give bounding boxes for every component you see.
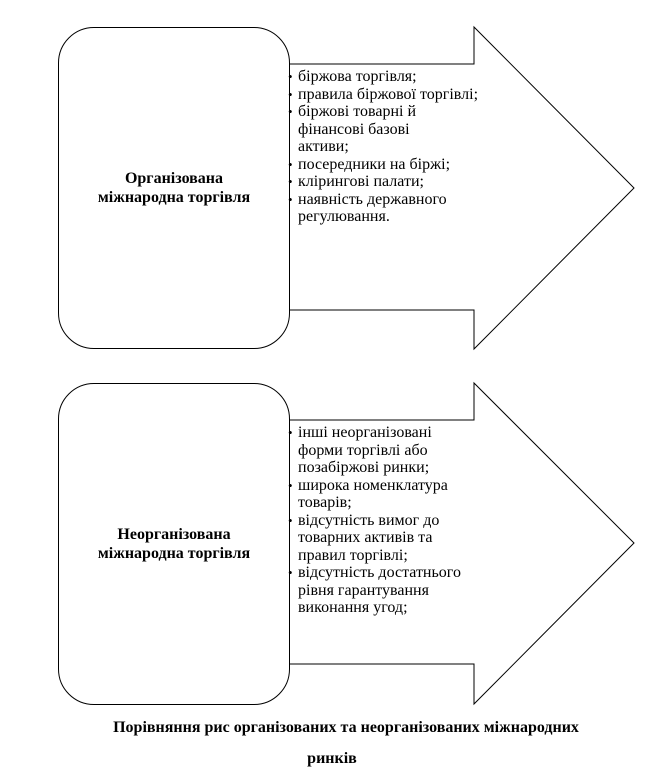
organized-trade-title-line-1: Організована [124,170,224,187]
unorganized-trade-box [58,383,290,705]
list-item: • наявність державного регулювання. [288,191,473,226]
organized-trade-title [98,169,250,207]
list-item: • біржові товарні й фінансові базові активи; [288,103,463,156]
organized-trade-title-line-2: міжнародна торгівля [97,189,251,206]
unorganized-trade-title-line-1: Неорганізована [117,526,231,543]
organized-trade-box [58,27,290,349]
list-item: • посередники на біржі; [288,156,528,174]
organized-trade-features-list [288,68,528,226]
list-item: • інші неорганізовані форми торгівлі або позабіржові ринки; [288,424,463,477]
unorganized-trade-features-list [288,424,478,617]
list-item: • відсутність вимог до товарних активів та правил торгівлі; [288,512,470,565]
unorganized-trade-title [98,525,250,563]
figure-caption-line-2: ринків [307,750,357,767]
list-item: • клірингові палати; [288,173,528,191]
list-item: • відсутність достатнього рівня гарантування виконання угод; [288,564,478,617]
list-item: • широка номенклатура товарів; [288,477,478,512]
list-item: • правила біржової торгівлі; [288,86,528,104]
list-item: • біржова торгівля; [288,68,528,86]
unorganized-trade-title-line-2: міжнародна торгівля [97,545,251,562]
figure-caption-line-1: Порівняння рис організованих та неорганізованих міжнародних [113,719,579,736]
